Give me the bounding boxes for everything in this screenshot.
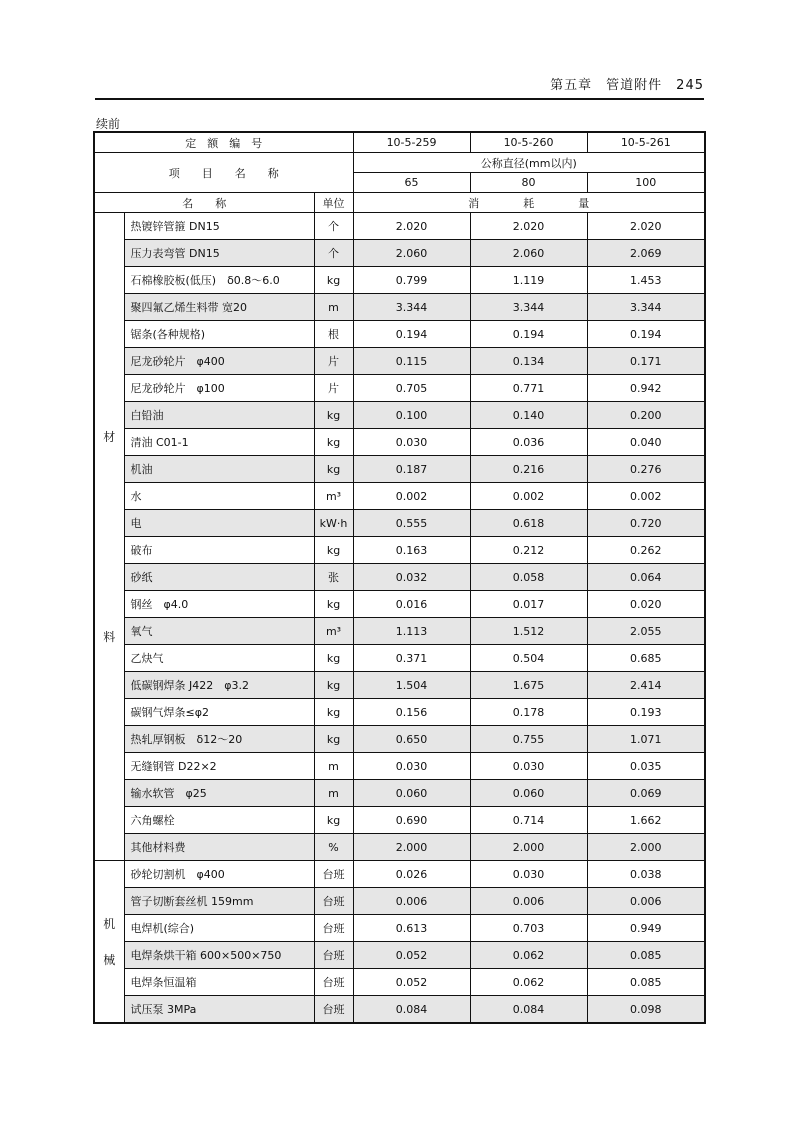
continued-label: 续前	[96, 117, 121, 131]
table-row	[94, 753, 705, 780]
item-unit: kW·h	[314, 510, 353, 537]
header-rule	[95, 98, 704, 100]
item-value: 2.414	[587, 672, 705, 699]
item-value: 0.085	[587, 969, 705, 996]
item-value: 3.344	[587, 294, 705, 321]
item-name: 石棉橡胶板(低压) δ0.8～6.0	[124, 267, 314, 294]
item-unit: kg	[314, 699, 353, 726]
item-value: 0.703	[470, 915, 587, 942]
item-value: 1.662	[587, 807, 705, 834]
item-value: 0.030	[353, 429, 470, 456]
item-value: 0.690	[353, 807, 470, 834]
item-unit: kg	[314, 456, 353, 483]
quota-number-label: 定 额 编 号	[94, 132, 353, 153]
item-value: 0.134	[470, 348, 587, 375]
item-value: 1.453	[587, 267, 705, 294]
item-name: 锯条(各种规格)	[124, 321, 314, 348]
item-value: 0.020	[587, 591, 705, 618]
item-value: 2.020	[353, 213, 470, 240]
item-name: 钢丝 φ4.0	[124, 591, 314, 618]
item-value: 1.119	[470, 267, 587, 294]
item-name-label: 项 目 名 称	[94, 153, 353, 193]
table-row	[94, 591, 705, 618]
item-value: 0.942	[587, 375, 705, 402]
table-row	[94, 618, 705, 645]
item-value: 0.006	[587, 888, 705, 915]
item-name: 六角螺栓	[124, 807, 314, 834]
item-unit: kg	[314, 645, 353, 672]
param-label: 公称直径(mm以内)	[353, 153, 705, 173]
item-value: 0.140	[470, 402, 587, 429]
item-value: 0.017	[470, 591, 587, 618]
quota-code: 10-5-260	[470, 132, 587, 153]
item-value: 0.720	[587, 510, 705, 537]
table-row	[94, 888, 705, 915]
item-value: 1.504	[353, 672, 470, 699]
item-value: 0.002	[587, 483, 705, 510]
item-value: 0.098	[587, 996, 705, 1024]
item-unit: m	[314, 753, 353, 780]
table-row	[94, 942, 705, 969]
item-value: 1.113	[353, 618, 470, 645]
item-unit: 台班	[314, 888, 353, 915]
table-row	[94, 564, 705, 591]
item-value: 0.060	[353, 780, 470, 807]
item-value: 0.178	[470, 699, 587, 726]
item-value: 0.069	[587, 780, 705, 807]
item-name: 白铅油	[124, 402, 314, 429]
item-unit: kg	[314, 591, 353, 618]
item-unit: 张	[314, 564, 353, 591]
item-value: 0.115	[353, 348, 470, 375]
item-name: 聚四氟乙烯生料带 宽20	[124, 294, 314, 321]
unit-column-header: 单位	[314, 193, 353, 213]
item-value: 0.262	[587, 537, 705, 564]
materials-category-label	[94, 213, 124, 861]
table-row	[94, 240, 705, 267]
item-name: 管子切断套丝机 159mm	[124, 888, 314, 915]
item-name: 输水软管 φ25	[124, 780, 314, 807]
item-unit: 台班	[314, 996, 353, 1024]
item-unit: kg	[314, 807, 353, 834]
item-name: 其他材料费	[124, 834, 314, 861]
item-value: 2.020	[587, 213, 705, 240]
item-unit: kg	[314, 402, 353, 429]
item-value: 0.194	[470, 321, 587, 348]
item-value: 0.216	[470, 456, 587, 483]
table-row	[94, 267, 705, 294]
table-row	[94, 321, 705, 348]
item-value: 0.504	[470, 645, 587, 672]
table-row	[94, 645, 705, 672]
table-row	[94, 807, 705, 834]
item-value: 0.613	[353, 915, 470, 942]
item-value: 0.100	[353, 402, 470, 429]
category-char: 料	[103, 629, 116, 644]
table-row	[94, 834, 705, 861]
item-value: 0.002	[353, 483, 470, 510]
item-name: 破布	[124, 537, 314, 564]
item-value: 3.344	[470, 294, 587, 321]
item-value: 0.371	[353, 645, 470, 672]
item-name: 热镀锌管箍 DN15	[124, 213, 314, 240]
item-unit: m³	[314, 618, 353, 645]
table-row	[94, 861, 705, 888]
item-value: 0.799	[353, 267, 470, 294]
item-value: 0.618	[470, 510, 587, 537]
item-value: 0.085	[587, 942, 705, 969]
category-char: 机	[103, 916, 116, 931]
item-unit: kg	[314, 672, 353, 699]
item-value: 0.038	[587, 861, 705, 888]
item-value: 0.171	[587, 348, 705, 375]
item-unit: m	[314, 294, 353, 321]
item-value: 0.685	[587, 645, 705, 672]
item-value: 0.193	[587, 699, 705, 726]
item-value: 0.156	[353, 699, 470, 726]
item-value: 2.060	[353, 240, 470, 267]
item-value: 0.006	[470, 888, 587, 915]
table-row	[94, 996, 705, 1024]
item-value: 3.344	[353, 294, 470, 321]
item-unit: 片	[314, 348, 353, 375]
table-row	[94, 375, 705, 402]
item-name: 电	[124, 510, 314, 537]
item-value: 0.030	[470, 753, 587, 780]
table-row	[94, 294, 705, 321]
category-char: 械	[103, 952, 116, 967]
item-value: 0.062	[470, 942, 587, 969]
item-name: 水	[124, 483, 314, 510]
table-row	[94, 537, 705, 564]
item-value: 0.194	[587, 321, 705, 348]
item-value: 1.512	[470, 618, 587, 645]
item-name: 砂轮切割机 φ400	[124, 861, 314, 888]
item-value: 0.200	[587, 402, 705, 429]
item-unit: m	[314, 780, 353, 807]
table-row	[94, 456, 705, 483]
item-value: 0.949	[587, 915, 705, 942]
item-name: 热轧厚钢板 δ12～20	[124, 726, 314, 753]
item-unit: 根	[314, 321, 353, 348]
item-value: 2.069	[587, 240, 705, 267]
item-value: 0.187	[353, 456, 470, 483]
table-row	[94, 510, 705, 537]
item-value: 0.016	[353, 591, 470, 618]
item-value: 0.212	[470, 537, 587, 564]
table-row	[94, 780, 705, 807]
item-name: 机油	[124, 456, 314, 483]
item-name: 电焊条恒温箱	[124, 969, 314, 996]
page-header	[0, 70, 704, 100]
item-value: 0.026	[353, 861, 470, 888]
item-value: 0.276	[587, 456, 705, 483]
item-value: 0.650	[353, 726, 470, 753]
item-value: 0.084	[470, 996, 587, 1024]
item-unit: 个	[314, 213, 353, 240]
table-row	[94, 672, 705, 699]
table-row	[94, 699, 705, 726]
item-name: 低碳钢焊条 J422 φ3.2	[124, 672, 314, 699]
machinery-category-label	[94, 861, 124, 1024]
chapter-title: 第五章 管道附件 245	[550, 78, 704, 93]
param-value: 80	[470, 173, 587, 193]
item-value: 0.052	[353, 942, 470, 969]
name-column-header: 名 称	[94, 193, 314, 213]
item-value: 2.055	[587, 618, 705, 645]
item-value: 0.002	[470, 483, 587, 510]
item-value: 0.036	[470, 429, 587, 456]
item-unit: kg	[314, 726, 353, 753]
item-value: 2.020	[470, 213, 587, 240]
table-row	[94, 429, 705, 456]
item-value: 0.040	[587, 429, 705, 456]
table-row	[94, 483, 705, 510]
item-unit: 个	[314, 240, 353, 267]
param-value: 100	[587, 173, 705, 193]
table-row	[94, 348, 705, 375]
item-name: 压力表弯管 DN15	[124, 240, 314, 267]
item-unit: 台班	[314, 969, 353, 996]
table-row	[94, 915, 705, 942]
item-value: 0.058	[470, 564, 587, 591]
item-value: 0.163	[353, 537, 470, 564]
quota-table	[93, 131, 706, 1024]
item-name: 尼龙砂轮片 φ100	[124, 375, 314, 402]
param-value: 65	[353, 173, 470, 193]
table-row	[94, 969, 705, 996]
item-name: 砂纸	[124, 564, 314, 591]
item-value: 0.030	[353, 753, 470, 780]
item-name: 电焊机(综合)	[124, 915, 314, 942]
item-name: 尼龙砂轮片 φ400	[124, 348, 314, 375]
item-value: 0.035	[587, 753, 705, 780]
item-value: 0.084	[353, 996, 470, 1024]
table-row	[94, 402, 705, 429]
item-value: 0.062	[470, 969, 587, 996]
item-unit: 片	[314, 375, 353, 402]
item-unit: m³	[314, 483, 353, 510]
item-value: 0.060	[470, 780, 587, 807]
category-spacer	[95, 447, 124, 627]
item-value: 2.000	[587, 834, 705, 861]
item-value: 0.771	[470, 375, 587, 402]
item-value: 0.194	[353, 321, 470, 348]
item-value: 0.052	[353, 969, 470, 996]
item-name: 氧气	[124, 618, 314, 645]
item-value: 0.032	[353, 564, 470, 591]
item-unit: kg	[314, 429, 353, 456]
item-value: 2.000	[353, 834, 470, 861]
item-value: 2.000	[470, 834, 587, 861]
item-value: 0.006	[353, 888, 470, 915]
category-spacer	[95, 934, 124, 950]
item-value: 0.714	[470, 807, 587, 834]
table-row	[94, 726, 705, 753]
item-name: 试压泵 3MPa	[124, 996, 314, 1024]
item-value: 0.064	[587, 564, 705, 591]
item-unit: %	[314, 834, 353, 861]
item-value: 0.755	[470, 726, 587, 753]
table-row	[94, 213, 705, 240]
item-name: 清油 C01-1	[124, 429, 314, 456]
item-unit: 台班	[314, 942, 353, 969]
consumption-header: 消 耗 量	[353, 193, 705, 213]
quota-code: 10-5-259	[353, 132, 470, 153]
category-char: 材	[103, 429, 116, 444]
item-unit: 台班	[314, 915, 353, 942]
item-value: 0.705	[353, 375, 470, 402]
item-value: 0.555	[353, 510, 470, 537]
item-unit: 台班	[314, 861, 353, 888]
item-name: 电焊条烘干箱 600×500×750	[124, 942, 314, 969]
item-name: 乙炔气	[124, 645, 314, 672]
quota-code: 10-5-261	[587, 132, 705, 153]
item-value: 2.060	[470, 240, 587, 267]
item-unit: kg	[314, 267, 353, 294]
item-value: 1.675	[470, 672, 587, 699]
item-name: 碳钢气焊条≤φ2	[124, 699, 314, 726]
item-value: 0.030	[470, 861, 587, 888]
item-name: 无缝钢管 D22×2	[124, 753, 314, 780]
item-value: 1.071	[587, 726, 705, 753]
item-unit: kg	[314, 537, 353, 564]
